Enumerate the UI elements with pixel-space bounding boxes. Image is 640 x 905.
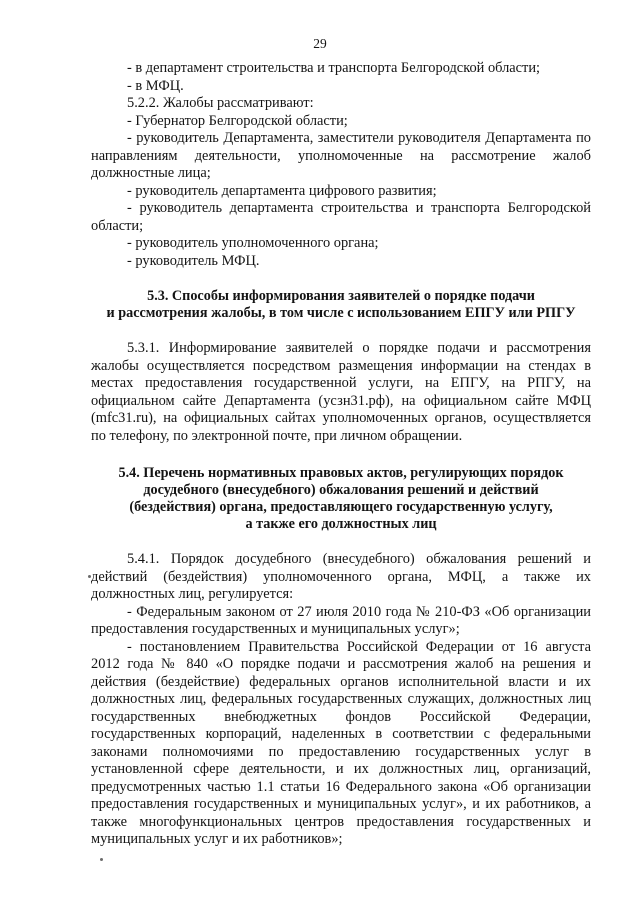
document-body bbox=[91, 60, 591, 849]
heading-line: 5.4. Перечень нормативных правовых актов, регулирующих порядок bbox=[118, 465, 564, 481]
scan-speck bbox=[88, 575, 91, 578]
list-item: - руководитель департамента цифрового развития; bbox=[127, 182, 437, 199]
list-item: - руководитель Департамента, заместители руководителя Департамента по направлениям деятельности, уполномоченные на рассмотрение жалоб должностные лица; bbox=[91, 130, 591, 181]
heading-line: а также его должностных лиц bbox=[245, 516, 437, 532]
list-item: - Губернатор Белгородской области; bbox=[127, 112, 348, 129]
list-item: - в департамент строительства и транспорта Белгородской области; bbox=[127, 60, 541, 76]
section-5-4-paragraph: - Федеральным законом от 27 июля 2010 года № 210-ФЗ «Об организации предоставления государственных и муниципальных услуг»; bbox=[91, 603, 591, 637]
section-5-4-heading bbox=[91, 465, 591, 533]
heading-line: досудебного (внесудебного) обжалования решений и действий bbox=[143, 482, 539, 498]
section-5-3-heading bbox=[91, 288, 591, 322]
list-item: - руководитель уполномоченного органа; bbox=[127, 235, 379, 251]
section-5-3-text: 5.3.1. Информирование заявителей о порядке подачи и рассмотрения жалобы осуществляется посредством размещения информации на стендах в местах предоставления государственной услуги, на ЕПГУ, на РПГУ, на официальном сайте Департамента (усзн31.рф), на официальном сайте МФЦ (mfc31.ru), на официальных сайтах уполномоченных органов, осуществляется по телефону, по электронной почте, при личном обращении. bbox=[91, 340, 591, 444]
section-5-4-paragraph: - постановлением Правительства Российской Федерации от 16 августа 2012 года № 840 «О порядке подачи и рассмотрения жалоб на решения и действия (бездействие) федеральных органов исполнительной власти и их должностных лиц, федеральных государственных служащих, должностных лиц государственных внебюджетных фондов Российской Федерации, государственных корпораций, наделенных в соответствии с федеральными законами полномочиями по предоставлению государственных услуг в установленной сфере деятельности, и их должностных лиц, организаций, предусмотренных частью 1.1 статьи 16 Федерального закона «Об организации предоставления государственных и муниципальных услуг», и их работников, а также многофункциональных центров предоставления государственных и муниципальных услуг и их работников»; bbox=[91, 638, 591, 847]
heading-line: (бездействия) органа, предоставляющего государственную услугу, bbox=[129, 499, 553, 515]
list-item: - руководитель МФЦ. bbox=[127, 252, 260, 269]
list-item: - руководитель департамента строительства и транспорта Белгородской области; bbox=[91, 200, 591, 234]
subsection-title: 5.2.2. Жалобы рассматривают: bbox=[127, 95, 314, 111]
section-5-4-paragraph: 5.4.1. Порядок досудебного (внесудебного) обжалования решений и действий (бездействия) уполномоченного органа, МФЦ, а также их должностных лиц, регулируется: bbox=[91, 551, 591, 602]
list-item: - в МФЦ. bbox=[127, 77, 184, 94]
heading-line: 5.3. Способы информирования заявителей о порядке подачи bbox=[147, 288, 535, 304]
heading-line: и рассмотрения жалобы, в том числе с использованием ЕПГУ или РПГУ bbox=[106, 305, 576, 321]
scan-speck bbox=[100, 858, 103, 861]
page-number: 29 bbox=[313, 36, 327, 51]
